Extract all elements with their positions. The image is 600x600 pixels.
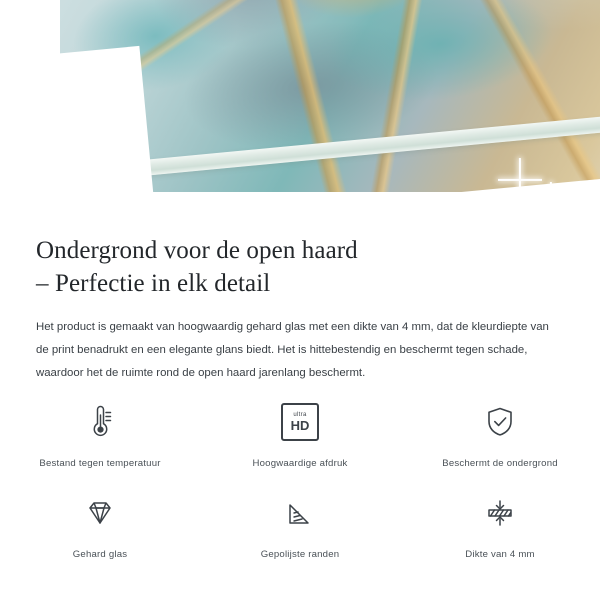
feature-item-surface-protection — [400, 392, 600, 469]
ultra-hd-badge-icon — [281, 398, 319, 446]
feature-label: Gepolijste randen — [260, 549, 340, 560]
thermometer-icon — [78, 398, 122, 446]
page-title — [0, 218, 600, 300]
feature-label: Gehard glas — [72, 549, 128, 560]
feature-item-print-quality — [200, 392, 400, 469]
thickness-4mm-icon — [478, 489, 522, 537]
headline-line-2: – Perfectie in elk detail — [36, 270, 271, 297]
badge-main-text: HD — [290, 418, 310, 433]
feature-item-thickness — [400, 483, 600, 560]
headline-line-1: Ondergrond voor de open haard — [36, 237, 358, 264]
image-bottom-mask — [0, 192, 600, 218]
feature-label: Hoogwaardige afdruk — [252, 458, 348, 469]
text-content — [0, 218, 600, 384]
description-paragraph: Het product is gemaakt van hoogwaardig gehard glas met een dikte van 4 mm, dat de kleurdiepte van de print benadrukt en een elegante glans biedt. Het is hittebestendig en beschermt tegen schade, waardoor het de ruimte rond de open haard jarenlang beschermt. — [36, 321, 549, 379]
feature-item-polished-edges — [200, 483, 400, 560]
feature-item-tempered-glass — [0, 483, 200, 560]
feature-label: Bestand tegen temperatuur — [39, 458, 161, 469]
diamond-icon — [78, 489, 122, 537]
polished-edges-icon — [278, 489, 322, 537]
hero-image — [0, 0, 600, 218]
feature-label: Beschermt de ondergrond — [442, 458, 558, 469]
feature-item-temperature — [0, 392, 200, 469]
feature-label: Dikte van 4 mm — [465, 549, 535, 560]
feature-grid — [0, 392, 600, 560]
badge-top-text: ultra — [293, 412, 307, 418]
shield-check-icon — [478, 398, 522, 446]
